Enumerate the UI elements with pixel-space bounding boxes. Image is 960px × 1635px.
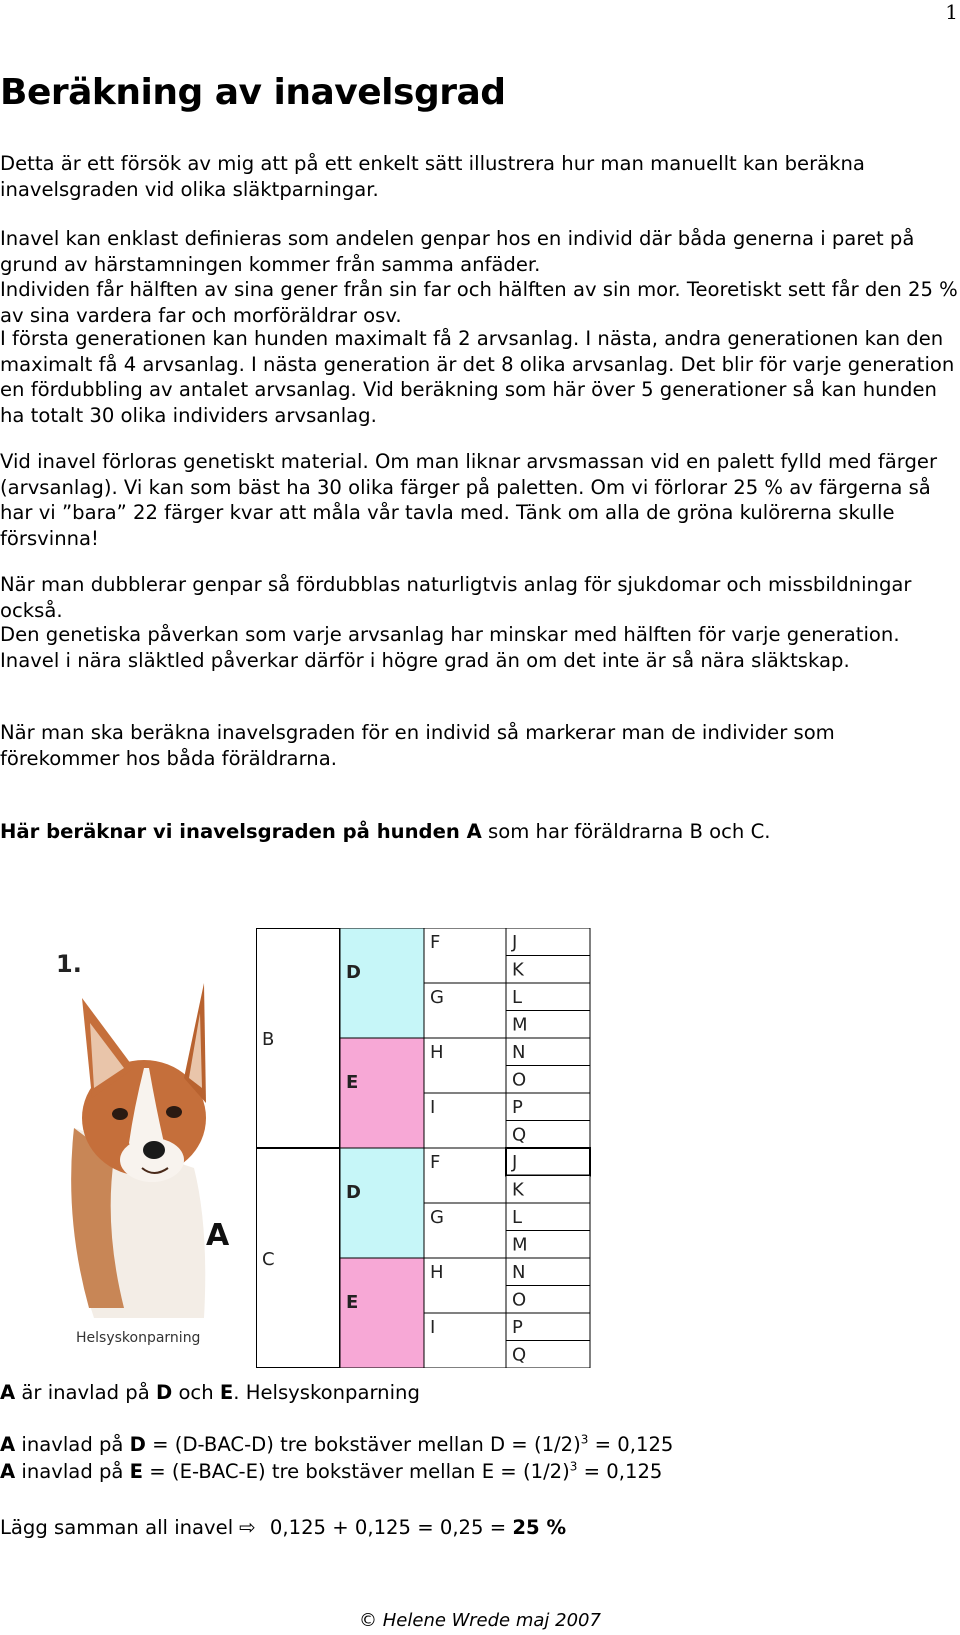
footer-copyright: © Helene Wrede maj 2007 bbox=[359, 1610, 601, 1631]
pedigree-label-d: D bbox=[346, 962, 361, 983]
paragraph-influence: Den genetiska påverkan som varje arvsanlag har minskar med hälften för varje generation. Inavel i nära släktled påverkar därför i högre grad än om det inte är så nära släktskap. bbox=[0, 623, 900, 672]
pedigree-label-o: O bbox=[512, 1069, 527, 1091]
pedigree-cell-e bbox=[340, 1258, 424, 1368]
pedigree-cell-i bbox=[424, 1093, 506, 1148]
summary-text-1: är inavlad på bbox=[15, 1381, 156, 1404]
calc-e-text-2: = (E-BAC-E) tre bokstäver mellan E = (1/2) bbox=[143, 1460, 570, 1483]
summary-d: D bbox=[155, 1381, 173, 1404]
paragraph-genes: Individen får hälften av sina gener från sin far och hälften av sin mor. Teoretiskt sett får den 25 % av sina vardera far och morföräldrar osv. bbox=[0, 278, 958, 327]
pedigree-label-p: P bbox=[512, 1097, 523, 1118]
summary-a: A bbox=[0, 1381, 16, 1404]
pedigree-label-m: M bbox=[512, 1014, 528, 1036]
paragraph-definition: Inavel kan enklast definieras som andelen genpar hos en individ där båda generna i paret på grund av härstamningen kommer från samma anfäder. bbox=[0, 227, 915, 276]
pedigree-label-h: H bbox=[430, 1042, 444, 1063]
pedigree-label-q: Q bbox=[512, 1344, 527, 1366]
calc-d-exponent: 3 bbox=[580, 1432, 589, 1447]
dog-a-label: A bbox=[206, 1218, 230, 1253]
pedigree-cell-d bbox=[340, 1148, 424, 1258]
pedigree-label-k: K bbox=[512, 1179, 524, 1201]
pedigree-label-j: J bbox=[512, 1152, 518, 1173]
pedigree-label-k: K bbox=[512, 959, 524, 981]
corgi-dog-illustration bbox=[34, 928, 254, 1368]
result-line-sum bbox=[0, 1515, 960, 1541]
pedigree-label-m: M bbox=[512, 1234, 528, 1256]
paragraph-intro: Detta är ett försök av mig att på ett enkelt sätt illustrera hur man manuellt kan beräkna inavelsgraden vid olika släktparningar. bbox=[0, 152, 865, 201]
pedigree-cell-d bbox=[340, 928, 424, 1038]
paragraph-doubling: När man dubblerar genpar så fördubblas naturligtvis anlag för sjukdomar och missbildningar också. bbox=[0, 573, 912, 622]
pedigree-label-b: B bbox=[262, 1029, 275, 1050]
sum-expression: 0,125 + 0,125 = 0,25 = bbox=[269, 1516, 513, 1539]
result-line-summary bbox=[0, 1380, 960, 1406]
calc-heading-bold: Här beräknar vi inavelsgraden på hunden A bbox=[0, 820, 482, 843]
calc-d-text-1: inavlad på bbox=[15, 1433, 130, 1456]
page-number: 1 bbox=[945, 0, 958, 24]
pedigree-label-o: O bbox=[512, 1289, 527, 1311]
calc-e-exponent: 3 bbox=[569, 1459, 578, 1474]
pedigree-label-p: P bbox=[512, 1317, 523, 1338]
paragraph-generations: I första generationen kan hunden maximalt få 2 arvsanlag. I nästa, andra generationen kan den maximalt få 4 arvsanlag. I nästa generation är det 8 olika arvsanlag. Det blir för varje generation en fördubbling av antalet arvsanlag. Vid beräkning som här över 5 generationer så kan hunden ha totalt 30 olika individers arvsanlag. bbox=[0, 327, 955, 427]
calc-e-e: E bbox=[129, 1460, 144, 1483]
pedigree-label-g: G bbox=[430, 987, 444, 1008]
page-title: Beräkning av inavelsgrad bbox=[0, 72, 506, 113]
figure-number: 1. bbox=[56, 950, 82, 978]
pedigree-cell-j bbox=[506, 928, 590, 956]
paragraph-marking: När man ska beräkna inavelsgraden för en individ så markerar man de individer som förekommer hos båda föräldrarna. bbox=[0, 721, 835, 770]
dog-panel bbox=[34, 928, 254, 1368]
pedigree-label-h: H bbox=[430, 1262, 444, 1283]
pedigree-label-f: F bbox=[430, 1152, 441, 1173]
calc-d-d: D bbox=[129, 1433, 146, 1456]
calc-d-value: = 0,125 bbox=[588, 1433, 674, 1456]
pedigree-label-j: J bbox=[512, 932, 518, 953]
calc-heading bbox=[0, 819, 960, 845]
summary-text-3: . Helsyskonparning bbox=[233, 1381, 420, 1404]
pedigree-label-n: N bbox=[512, 1042, 526, 1063]
pedigree-label-i: I bbox=[430, 1317, 436, 1338]
calc-d-text-2: = (D-BAC-D) tre bokstäver mellan D = (1/2) bbox=[145, 1433, 581, 1456]
pedigree-figure bbox=[34, 928, 604, 1368]
figure-caption: Helsyskonparning bbox=[76, 1330, 201, 1346]
calc-e-value: = 0,125 bbox=[577, 1460, 663, 1483]
pedigree-label-g: G bbox=[430, 1207, 444, 1228]
pedigree-label-l: L bbox=[512, 1207, 523, 1228]
pedigree-label-q: Q bbox=[512, 1124, 527, 1146]
pedigree-chart bbox=[256, 928, 604, 1368]
pedigree-label-i: I bbox=[430, 1097, 436, 1118]
pedigree-cell-e bbox=[340, 1038, 424, 1148]
pedigree-label-c: C bbox=[262, 1249, 275, 1270]
calc-heading-rest: som har föräldrarna B och C. bbox=[481, 820, 771, 843]
calc-e-text-1: inavlad på bbox=[15, 1460, 130, 1483]
pedigree-cell-i bbox=[424, 1313, 506, 1368]
calc-e-a: A bbox=[0, 1460, 16, 1483]
pedigree-cell-j bbox=[506, 1148, 590, 1176]
result-line-calc-e bbox=[0, 1459, 960, 1485]
pedigree-label-f: F bbox=[430, 932, 441, 953]
summary-e: E bbox=[219, 1381, 234, 1404]
result-line-calc-d bbox=[0, 1432, 960, 1458]
summary-text-2: och bbox=[172, 1381, 220, 1404]
right-arrow-icon: ⇨ bbox=[239, 1515, 256, 1539]
pedigree-label-l: L bbox=[512, 987, 523, 1008]
sum-label: Lägg samman all inavel bbox=[0, 1516, 234, 1539]
pedigree-label-e: E bbox=[346, 1292, 359, 1313]
sum-result: 25 % bbox=[512, 1516, 567, 1539]
pedigree-label-d: D bbox=[346, 1182, 361, 1203]
pedigree-label-e: E bbox=[346, 1072, 359, 1093]
paragraph-palette: Vid inavel förloras genetiskt material. Om man liknar arvsmassan vid en palett fylld med färger (arvsanlag). Vi kan som bäst ha 30 olika färger på paletten. Om vi förlorar 25 % av färgerna så har vi ”bara” 22 färger kvar att måla vår tavla med. Tänk om alla de gröna kulörerna skulle försvinna! bbox=[0, 450, 938, 550]
pedigree-label-n: N bbox=[512, 1262, 526, 1283]
calc-d-a: A bbox=[0, 1433, 16, 1456]
